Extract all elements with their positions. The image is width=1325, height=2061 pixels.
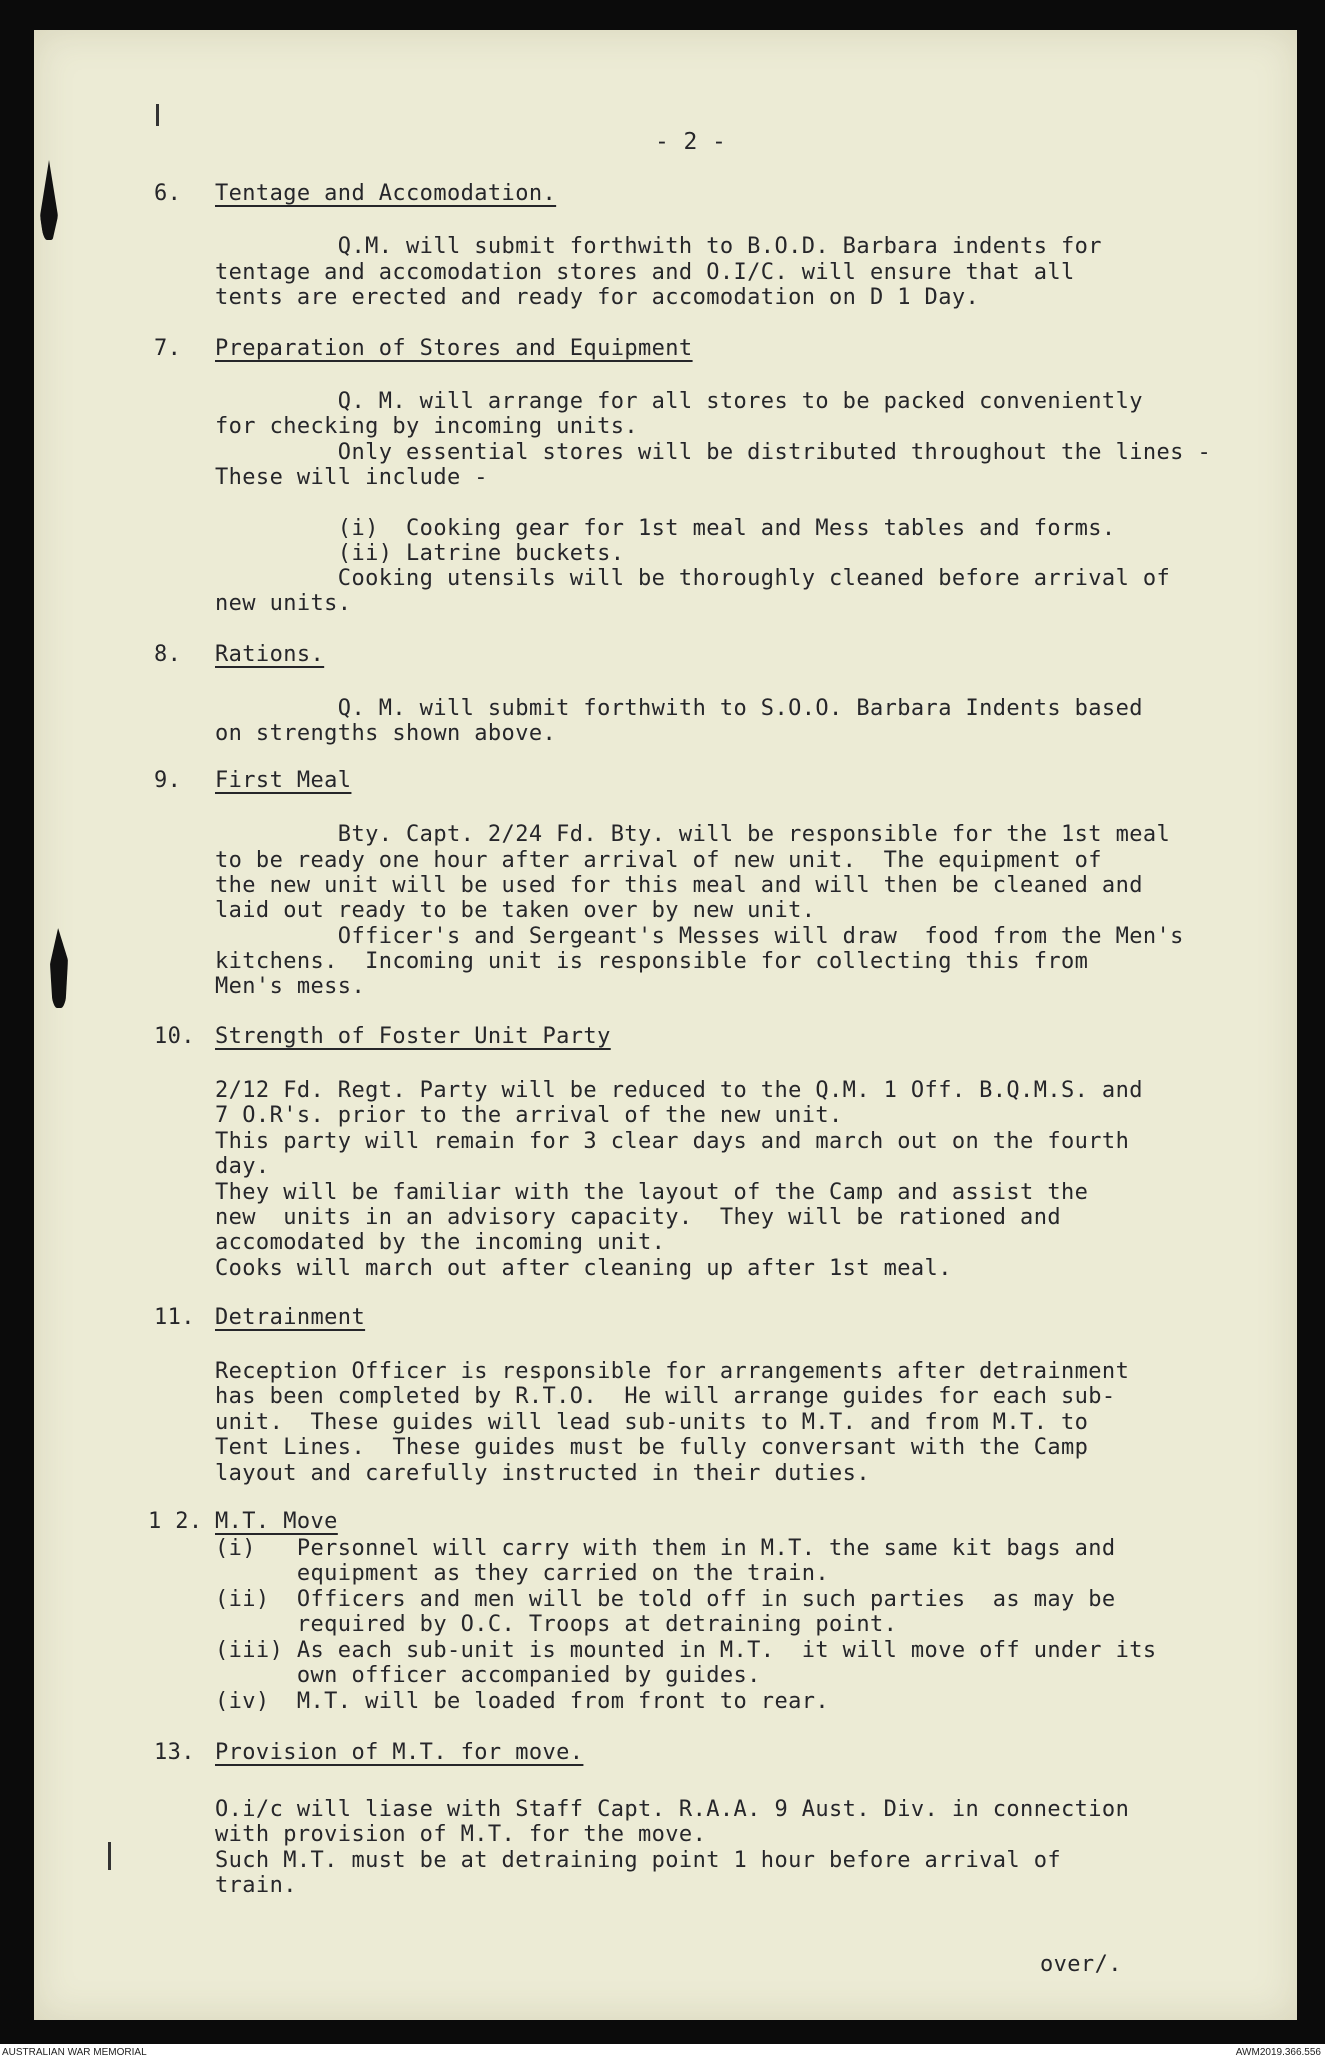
section-number: 9.	[154, 768, 182, 793]
body-line: new units in an advisory capacity. They will be rationed and	[215, 1205, 1061, 1230]
section-heading: First Meal	[215, 768, 352, 793]
body-line: tents are erected and ready for accomodation on D 1 Day.	[215, 285, 980, 310]
body-line: 7 O.R's. prior to the arrival of the new unit.	[215, 1103, 843, 1128]
body-line: own officer accompanied by guides.	[215, 1663, 761, 1688]
body-line: the new unit will be used for this meal and will then be cleaned and	[215, 873, 1143, 898]
page-number: - 2 -	[655, 129, 727, 155]
body-line: Tent Lines. These guides must be fully conversant with the Camp	[215, 1435, 1089, 1460]
body-line: to be ready one hour after arrival of new unit. The equipment of	[215, 848, 1102, 873]
section-number: 6.	[154, 181, 182, 206]
body-line: (i) Personnel will carry with them in M.T. the same kit bags and	[215, 1536, 1116, 1561]
body-line: Officer's and Sergeant's Messes will draw food from the Men's	[215, 924, 1184, 949]
section-heading: Provision of M.T. for move.	[215, 1740, 584, 1765]
over-note: over/.	[1040, 1952, 1122, 1977]
body-line: Q. M. will arrange for all stores to be packed conveniently	[215, 389, 1143, 414]
body-line: (iv) M.T. will be loaded from front to rear.	[215, 1689, 830, 1714]
body-line: Cooking utensils will be thoroughly cleaned before arrival of	[215, 566, 1171, 591]
section-heading: Detrainment	[215, 1305, 366, 1330]
section-heading: Rations.	[215, 642, 325, 667]
body-line: 2/12 Fd. Regt. Party will be reduced to the Q.M. 1 Off. B.Q.M.S. and	[215, 1078, 1143, 1103]
body-line: laid out ready to be taken over by new unit.	[215, 898, 816, 923]
section-heading: Strength of Foster Unit Party	[215, 1024, 611, 1049]
body-line: Cooks will march out after cleaning up after 1st meal.	[215, 1256, 952, 1281]
section-heading: Tentage and Accomodation.	[215, 181, 557, 206]
body-line: Only essential stores will be distributed throughout the lines -	[215, 440, 1212, 465]
body-line: accomodated by the incoming unit.	[215, 1230, 666, 1255]
body-line: (i) Cooking gear for 1st meal and Mess tables and forms.	[215, 516, 1116, 541]
body-line: These will include -	[215, 465, 488, 490]
archive-reference: AWM2019.366.556	[1235, 2047, 1321, 2058]
body-line: They will be familiar with the layout of the Camp and assist the	[215, 1180, 1089, 1205]
body-line: Such M.T. must be at detraining point 1 hour before arrival of	[215, 1848, 1061, 1873]
body-line: has been completed by R.T.O. He will arrange guides for each sub-	[215, 1384, 1116, 1409]
margin-tick-mark	[108, 1842, 111, 1870]
body-line: This party will remain for 3 clear days and march out on the fourth	[215, 1129, 1130, 1154]
section-number: 10.	[154, 1024, 195, 1049]
section-number: 7.	[154, 336, 182, 361]
body-line: Reception Officer is responsible for arrangements after detrainment	[215, 1359, 1130, 1384]
body-line: equipment as they carried on the train.	[215, 1561, 830, 1586]
body-line: with provision of M.T. for the move.	[215, 1822, 707, 1847]
body-line: kitchens. Incoming unit is responsible for collecting this from	[215, 949, 1089, 974]
archive-credit: AUSTRALIAN WAR MEMORIAL	[2, 2047, 147, 2058]
body-line: Q. M. will submit forthwith to S.O.O. Barbara Indents based	[215, 696, 1143, 721]
section-number: 13.	[154, 1740, 195, 1765]
body-line: new units.	[215, 591, 352, 616]
body-line: day.	[215, 1154, 270, 1179]
body-line: tentage and accomodation stores and O.I/C. will ensure that all	[215, 260, 1075, 285]
section-number: 11.	[154, 1305, 195, 1330]
section-heading: M.T. Move	[215, 1509, 338, 1534]
section-number: 8.	[154, 642, 182, 667]
body-line: on strengths shown above.	[215, 721, 557, 746]
body-line: Men's mess.	[215, 974, 366, 999]
section-number: 1 2.	[148, 1509, 203, 1534]
body-line: (ii) Officers and men will be told off in such parties as may be	[215, 1587, 1116, 1612]
body-line: Q.M. will submit forthwith to B.O.D. Barbara indents for	[215, 234, 1102, 259]
body-line: train.	[215, 1873, 297, 1898]
section-heading: Preparation of Stores and Equipment	[215, 336, 693, 361]
body-line: layout and carefully instructed in their duties.	[215, 1461, 870, 1486]
body-line: Bty. Capt. 2/24 Fd. Bty. will be responsible for the 1st meal	[215, 822, 1171, 847]
body-line: O.i/c will liase with Staff Capt. R.A.A. 9 Aust. Div. in connection	[215, 1797, 1130, 1822]
body-line: required by O.C. Troops at detraining point.	[215, 1612, 898, 1637]
body-line: (iii) As each sub-unit is mounted in M.T. it will move off under its	[215, 1638, 1157, 1663]
margin-tick-mark	[156, 104, 159, 126]
body-line: for checking by incoming units.	[215, 414, 638, 439]
body-line: (ii) Latrine buckets.	[215, 541, 625, 566]
body-line: unit. These guides will lead sub-units to M.T. and from M.T. to	[215, 1410, 1089, 1435]
